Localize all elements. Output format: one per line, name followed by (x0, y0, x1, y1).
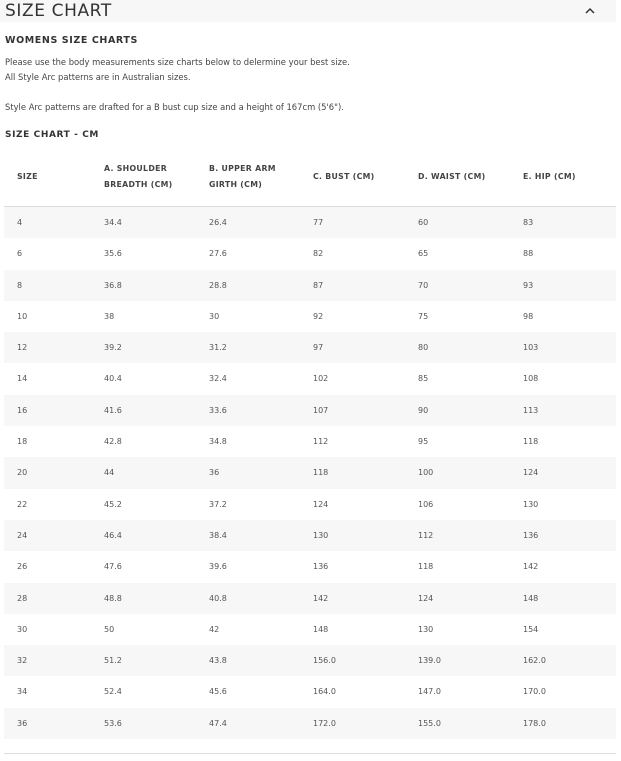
table-row (4, 238, 616, 269)
table-cell: 42 (209, 624, 220, 634)
table-cell: 36 (17, 718, 28, 728)
table-cell: 20 (17, 468, 28, 478)
table-cell: 30 (209, 311, 220, 321)
table-cell: 27.6 (209, 249, 227, 259)
table-cell: 6 (17, 249, 23, 259)
table-cell: 38 (104, 311, 115, 321)
table-cell: 148 (523, 593, 539, 603)
column-header (17, 169, 38, 185)
table-row (4, 457, 616, 488)
table-cell: 44 (104, 468, 115, 478)
table-cell: 24 (17, 530, 28, 540)
table-cell: 170.0 (523, 687, 546, 697)
table-cell: 12 (17, 343, 28, 353)
table-cell: 124 (523, 468, 539, 478)
table-cell: 31.2 (209, 343, 227, 353)
size-chart-table (4, 147, 616, 739)
table-cell: 22 (17, 499, 28, 509)
table-cell: 34 (17, 687, 28, 697)
intro-line-3: Style Arc patterns are drafted for a B bust cup size and a height of 167cm (5'6"). (5, 102, 344, 112)
table-cell: 136 (313, 562, 329, 572)
table-cell: 46.4 (104, 530, 122, 540)
table-cell: 70 (418, 280, 429, 290)
table-cell: 83 (523, 218, 534, 227)
womens-size-charts-heading: WOMENS SIZE CHARTS (5, 35, 138, 46)
table-row (4, 551, 616, 582)
table-cell: 33.6 (209, 405, 227, 415)
column-header-line: D. WAIST (CM) (418, 172, 486, 181)
table-cell: 36 (209, 468, 220, 478)
table-cell: 10 (17, 311, 28, 321)
table-cell: 118 (523, 437, 539, 447)
table-row (4, 426, 616, 457)
table-cell: 40.8 (209, 593, 227, 603)
chevron-up-icon[interactable] (584, 5, 596, 17)
table-cell: 95 (418, 437, 429, 447)
table-cell: 107 (313, 405, 329, 415)
table-cell: 80 (418, 343, 429, 353)
size-chart-cm-heading: SIZE CHART - CM (5, 130, 99, 140)
table-cell: 14 (17, 374, 28, 384)
table-row (4, 332, 616, 363)
table-cell: 65 (418, 249, 429, 259)
table-header (4, 147, 616, 207)
table-cell: 100 (418, 468, 434, 478)
table-cell: 130 (313, 530, 329, 540)
column-header (209, 161, 276, 193)
table-cell: 39.6 (209, 562, 227, 572)
table-cell: 28 (17, 593, 28, 603)
table-row (4, 489, 616, 520)
column-header-line: SIZE (17, 172, 38, 181)
column-header (313, 169, 375, 185)
table-cell: 30 (17, 624, 28, 634)
column-header-line: BREADTH (CM) (104, 180, 173, 189)
table-cell: 43.8 (209, 656, 227, 666)
table-cell: 118 (313, 468, 329, 478)
table-body (4, 207, 616, 739)
table-cell: 28.8 (209, 280, 227, 290)
table-row (4, 270, 616, 301)
table-cell: 112 (418, 530, 434, 540)
table-cell: 154 (523, 624, 539, 634)
table-cell: 53.6 (104, 718, 122, 728)
table-cell: 155.0 (418, 718, 441, 728)
table-cell: 47.6 (104, 562, 122, 572)
table-cell: 8 (17, 280, 23, 290)
table-cell: 40.4 (104, 374, 122, 384)
table-cell: 130 (523, 499, 539, 509)
table-cell: 32 (17, 656, 28, 666)
table-cell: 118 (418, 562, 434, 572)
table-cell: 112 (313, 437, 329, 447)
table-cell: 37.2 (209, 499, 227, 509)
table-cell: 136 (523, 530, 539, 540)
table-cell: 34.4 (104, 218, 122, 227)
column-header-line: B. UPPER ARM (209, 164, 276, 173)
table-cell: 164.0 (313, 687, 336, 697)
column-header (523, 169, 576, 185)
table-cell: 142 (313, 593, 329, 603)
table-cell: 178.0 (523, 718, 546, 728)
table-cell: 172.0 (313, 718, 336, 728)
table-cell: 142 (523, 562, 539, 572)
table-cell: 77 (313, 218, 324, 227)
intro-text (5, 55, 605, 115)
table-cell: 26 (17, 562, 28, 572)
table-cell: 147.0 (418, 687, 441, 697)
accordion-title: SIZE CHART (5, 1, 112, 21)
table-cell: 34.8 (209, 437, 227, 447)
table-cell: 148 (313, 624, 329, 634)
column-header-line: GIRTH (CM) (209, 180, 263, 189)
table-cell: 60 (418, 218, 429, 227)
column-header (104, 161, 173, 193)
table-cell: 85 (418, 374, 429, 384)
table-cell: 35.6 (104, 249, 122, 259)
table-cell: 88 (523, 249, 534, 259)
table-cell: 41.6 (104, 405, 122, 415)
table-cell: 98 (523, 311, 534, 321)
table-cell: 26.4 (209, 218, 227, 227)
table-cell: 36.8 (104, 280, 122, 290)
intro-line-2: All Style Arc patterns are in Australian sizes. (5, 72, 191, 82)
table-cell: 50 (104, 624, 115, 634)
table-cell: 87 (313, 280, 324, 290)
table-cell: 82 (313, 249, 324, 259)
table-cell: 42.8 (104, 437, 122, 447)
table-row (4, 363, 616, 394)
table-cell: 106 (418, 499, 434, 509)
table-row (4, 207, 616, 238)
column-header (418, 169, 486, 185)
table-cell: 124 (418, 593, 434, 603)
column-header-line: E. HIP (CM) (523, 172, 576, 181)
table-row (4, 520, 616, 551)
table-cell: 130 (418, 624, 434, 634)
table-cell: 113 (523, 405, 539, 415)
table-cell: 92 (313, 311, 324, 321)
table-cell: 4 (17, 218, 23, 227)
table-row (4, 395, 616, 426)
table-cell: 52.4 (104, 687, 122, 697)
table-row (4, 676, 616, 707)
table-cell: 32.4 (209, 374, 227, 384)
table-row (4, 708, 616, 739)
table-cell: 93 (523, 280, 534, 290)
table-cell: 45.2 (104, 499, 122, 509)
table-cell: 139.0 (418, 656, 441, 666)
intro-line-1: Please use the body measurements size charts below to delermine your best size. (5, 57, 350, 67)
table-cell: 47.4 (209, 718, 227, 728)
table-cell: 39.2 (104, 343, 122, 353)
table-row (4, 301, 616, 332)
divider (4, 753, 616, 754)
table-row (4, 645, 616, 676)
table-cell: 90 (418, 405, 429, 415)
table-cell: 97 (313, 343, 324, 353)
column-header-line: C. BUST (CM) (313, 172, 375, 181)
table-cell: 102 (313, 374, 329, 384)
column-header-line: A. SHOULDER (104, 164, 168, 173)
size-chart-accordion-header[interactable] (0, 0, 616, 22)
table-cell: 45.6 (209, 687, 227, 697)
table-row (4, 614, 616, 645)
table-cell: 38.4 (209, 530, 227, 540)
table-cell: 108 (523, 374, 539, 384)
table-cell: 162.0 (523, 656, 546, 666)
table-cell: 18 (17, 437, 28, 447)
table-cell: 75 (418, 311, 429, 321)
table-cell: 156.0 (313, 656, 336, 666)
table-cell: 103 (523, 343, 539, 353)
table-cell: 51.2 (104, 656, 122, 666)
table-cell: 16 (17, 405, 28, 415)
table-cell: 48.8 (104, 593, 122, 603)
table-row (4, 583, 616, 614)
table-cell: 124 (313, 499, 329, 509)
